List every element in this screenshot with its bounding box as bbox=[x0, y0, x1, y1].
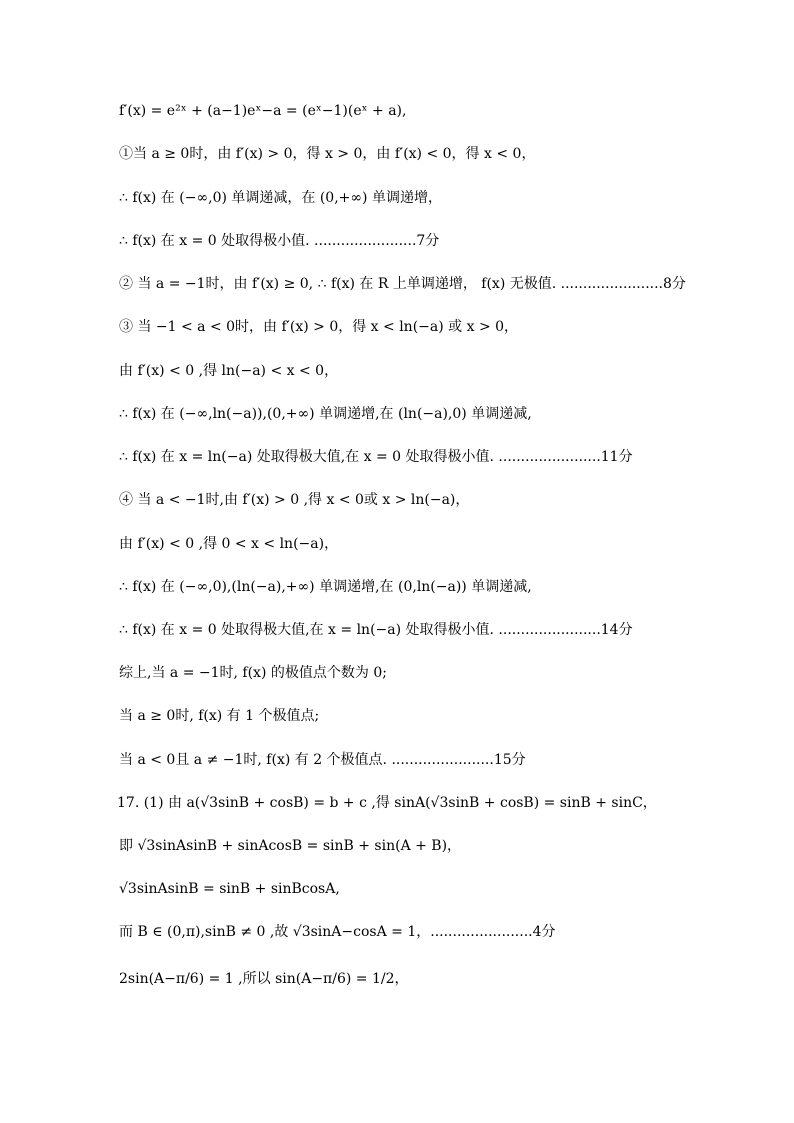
solution-line-5: ② 当 a = −1时，由 f′(x) ≥ 0, ∴ f(x) 在 R 上单调递增， f(x) 无极值. .......................8分 bbox=[119, 276, 686, 292]
solution-line-6: ③ 当 −1 < a < 0时，由 f′(x) > 0，得 x < ln(−a) 或 x > 0， bbox=[119, 319, 519, 335]
solution-line-13: ∴ f(x) 在 x = 0 处取得极大值,在 x = ln(−a) 处取得极小值. .......................14分 bbox=[119, 622, 633, 638]
solution-line-3: ∴ f(x) 在 (−∞,0) 单调递减，在 (0,+∞) 单调递增， bbox=[119, 190, 442, 206]
problem-17-line-5: 2sin(A−π/6) = 1 ,所以 sin(A−π/6) = 1/2， bbox=[119, 971, 409, 987]
problem-17-line-1: 17. (1) 由 a(√3sinB + cosB) = b + c ,得 sinA(√3sinB + cosB) = sinB + sinC， bbox=[117, 795, 657, 811]
solution-line-16: 当 a < 0且 a ≠ −1时, f(x) 有 2 个极值点. .......................15分 bbox=[119, 752, 526, 768]
solution-line-14: 综上,当 a = −1时, f(x) 的极值点个数为 0; bbox=[119, 665, 387, 681]
problem-17-line-2: 即 √3sinAsinB + sinAcosB = sinB + sin(A + B)， bbox=[119, 838, 462, 854]
solution-line-8: ∴ f(x) 在 (−∞,ln(−a)),(0,+∞) 单调递增,在 (ln(−a),0) 单调递减, bbox=[119, 406, 532, 422]
problem-17-line-4: 而 B ∈ (0,π),sinB ≠ 0 ,故 √3sinA−cosA = 1，.......................4分 bbox=[119, 924, 556, 940]
solution-line-1: f′(x) = e²ˣ + (a−1)eˣ−a = (eˣ−1)(eˣ + a), bbox=[119, 103, 407, 119]
solution-line-4: ∴ f(x) 在 x = 0 处取得极小值. .......................7分 bbox=[119, 233, 440, 249]
solution-line-10: ④ 当 a < −1时,由 f′(x) > 0 ,得 x < 0或 x > ln(−a)， bbox=[119, 492, 470, 508]
problem-17-line-3: √3sinAsinB = sinB + sinBcosA, bbox=[119, 881, 340, 897]
solution-line-2: ①当 a ≥ 0时，由 f′(x) > 0，得 x > 0，由 f′(x) < 0，得 x < 0， bbox=[119, 146, 536, 162]
solution-line-9: ∴ f(x) 在 x = ln(−a) 处取得极大值,在 x = 0 处取得极小值. .......................11分 bbox=[119, 449, 633, 465]
solution-line-11: 由 f′(x) < 0 ,得 0 < x < ln(−a)， bbox=[119, 536, 339, 552]
solution-line-12: ∴ f(x) 在 (−∞,0),(ln(−a),+∞) 单调递增,在 (0,ln(−a)) 单调递减, bbox=[119, 579, 532, 595]
solution-line-7: 由 f′(x) < 0 ,得 ln(−a) < x < 0， bbox=[119, 363, 339, 379]
solution-line-15: 当 a ≥ 0时, f(x) 有 1 个极值点; bbox=[119, 708, 320, 724]
